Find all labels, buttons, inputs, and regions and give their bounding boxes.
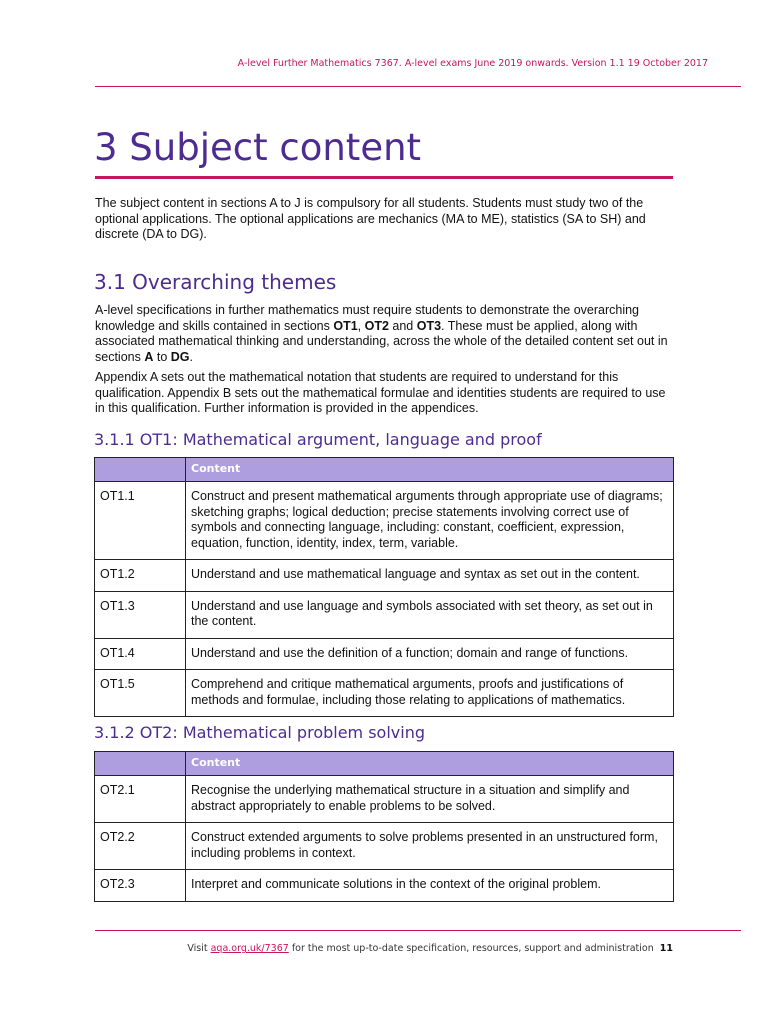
- intro-paragraph: The subject content in sections A to J is compulsory for all students. Students must study two of the optional applications. The optional applications are mechanics (MA to ME), statistics (SA to SH) and discrete (DA to DG).: [95, 196, 646, 241]
- row-code: OT1.3: [95, 591, 186, 638]
- row-content: Interpret and communicate solutions in the context of the original problem.: [186, 870, 674, 902]
- table-row: [95, 670, 674, 717]
- row-code: OT2.2: [95, 823, 186, 870]
- ot2-table: [94, 751, 674, 902]
- table-row: [95, 560, 674, 592]
- row-content: Construct and present mathematical arguments through appropriate use of diagrams; sketching graphs; logical deduction; precise statements involving correct use of symbols and connecting language, including: constant, coefficient, expression, equation, function, identity, index, term, variable.: [186, 482, 674, 560]
- column-header-code: [95, 458, 186, 482]
- row-code: OT1.4: [95, 638, 186, 670]
- table-row: [95, 638, 674, 670]
- row-content: Understand and use mathematical language and syntax as set out in the content.: [186, 560, 674, 592]
- table-header-row: [95, 752, 674, 776]
- row-content: Comprehend and critique mathematical arguments, proofs and justifications of methods and formulae, including those relating to applications of mathematics.: [186, 670, 674, 717]
- footer-suffix: for the most up-to-date specification, resources, support and administration: [288, 943, 654, 954]
- spec-link[interactable]: aqa.org.uk/7367: [210, 943, 289, 954]
- title-rule: [95, 176, 673, 179]
- header-rule: [95, 86, 741, 87]
- column-header-code: [95, 752, 186, 776]
- table-row: [95, 870, 674, 902]
- row-code: OT1.2: [95, 560, 186, 592]
- table-row: [95, 482, 674, 560]
- table-header-row: [95, 458, 674, 482]
- table-row: [95, 776, 674, 823]
- row-content: Recognise the underlying mathematical structure in a situation and simplify and abstract appropriately to enable problems to be solved.: [186, 776, 674, 823]
- row-code: OT2.3: [95, 870, 186, 902]
- row-code: OT1.5: [95, 670, 186, 717]
- row-content: Understand and use language and symbols associated with set theory, as set out in the content.: [186, 591, 674, 638]
- section-3-1-heading: 3.1 Overarching themes: [94, 270, 337, 294]
- appendices-paragraph: Appendix A sets out the mathematical notation that students are required to understand for this qualification. Appendix B sets out the mathematical formulae and identities students are required to use in this qualification. Further information is provided in the appendices.: [95, 370, 666, 415]
- ot1-table: [94, 457, 674, 717]
- running-header: A-level Further Mathematics 7367. A-level exams June 2019 onwards. Version 1.1 19 October 2017: [237, 58, 708, 69]
- table-row: [95, 823, 674, 870]
- row-content: Understand and use the definition of a function; domain and range of functions.: [186, 638, 674, 670]
- column-header-content: Content: [186, 752, 674, 776]
- column-header-content: Content: [186, 458, 674, 482]
- table-row: [95, 591, 674, 638]
- row-code: OT2.1: [95, 776, 186, 823]
- section-3-1-2-heading: 3.1.2 OT2: Mathematical problem solving: [94, 723, 425, 742]
- row-code: OT1.1: [95, 482, 186, 560]
- row-content: Construct extended arguments to solve problems presented in an unstructured form, including problems in context.: [186, 823, 674, 870]
- section-3-1-1-heading: 3.1.1 OT1: Mathematical argument, language and proof: [94, 430, 542, 449]
- page-title: 3 Subject content: [94, 126, 422, 169]
- page-number: 11: [659, 943, 673, 954]
- footer-rule: [95, 930, 741, 931]
- page-footer: [95, 943, 673, 954]
- footer-prefix: Visit: [187, 943, 211, 954]
- overarching-themes-paragraph: A-level specifications in further mathematics must require students to demonstrate the overarching knowledge and skills contained in sections OT1, OT2 and OT3. These must be applied, along with associated mathematical thinking and understanding, across the whole of the detailed content set out in sections A to DG.: [95, 303, 668, 364]
